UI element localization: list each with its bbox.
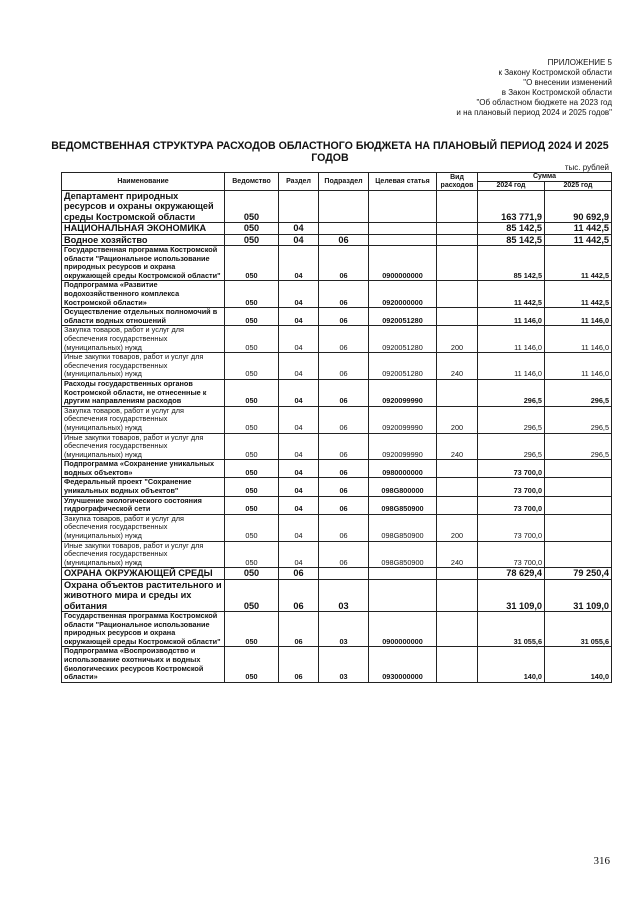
cell-podrazdel: 06 — [319, 514, 369, 541]
cell-y2025: 11 146,0 — [545, 308, 612, 326]
cell-y2024: 85 142,5 — [478, 246, 545, 281]
table-row — [62, 514, 612, 541]
cell-name: Департамент природных ресурсов и охраны окружающей среды Костромской области — [62, 191, 225, 223]
table-row — [62, 541, 612, 568]
cell-vid: 200 — [437, 514, 478, 541]
cell-y2024: 296,5 — [478, 379, 545, 406]
cell-vid — [437, 308, 478, 326]
cell-target: 0920051280 — [369, 353, 437, 380]
cell-y2025 — [545, 541, 612, 568]
cell-podrazdel: 03 — [319, 579, 369, 611]
cell-name: Иные закупки товаров, работ и услуг для обеспечения государственных (муниципальных) нужд — [62, 433, 225, 460]
cell-razdel: 04 — [279, 246, 319, 281]
unit-label: тыс. рублей — [564, 163, 609, 172]
cell-vid: 200 — [437, 326, 478, 353]
appendix-note — [372, 58, 612, 118]
cell-razdel: 06 — [279, 579, 319, 611]
cell-vid — [437, 647, 478, 682]
cell-dept: 050 — [225, 496, 279, 514]
cell-podrazdel: 06 — [319, 541, 369, 568]
cell-target — [369, 568, 437, 579]
cell-vid — [437, 191, 478, 223]
cell-name: Подпрограмма «Воспроизводство и использование охотничьих и водных биологических ресурсов Костромской области» — [62, 647, 225, 682]
appendix-line: в Закон Костромской области — [501, 88, 612, 97]
cell-vid — [437, 223, 478, 234]
table-row — [62, 568, 612, 579]
cell-vid — [437, 246, 478, 281]
cell-podrazdel: 06 — [319, 234, 369, 245]
cell-target: 098G850900 — [369, 514, 437, 541]
cell-razdel: 04 — [279, 433, 319, 460]
cell-name: Подпрограмма «Развитие водохозяйственного комплекса Костромской области» — [62, 281, 225, 308]
cell-target: 098G850900 — [369, 496, 437, 514]
cell-y2025 — [545, 478, 612, 496]
cell-target: 0920000000 — [369, 281, 437, 308]
cell-podrazdel: 06 — [319, 379, 369, 406]
cell-vid — [437, 496, 478, 514]
cell-vid — [437, 379, 478, 406]
cell-razdel: 04 — [279, 514, 319, 541]
cell-razdel — [279, 191, 319, 223]
cell-vid — [437, 612, 478, 647]
table-row — [62, 460, 612, 478]
cell-podrazdel: 06 — [319, 281, 369, 308]
cell-podrazdel — [319, 191, 369, 223]
cell-podrazdel: 06 — [319, 246, 369, 281]
cell-y2025: 11 442,5 — [545, 223, 612, 234]
cell-y2025: 31 055,6 — [545, 612, 612, 647]
cell-y2024: 11 442,5 — [478, 281, 545, 308]
cell-razdel: 04 — [279, 326, 319, 353]
table-row — [62, 326, 612, 353]
cell-y2024: 73 700,0 — [478, 514, 545, 541]
cell-razdel: 04 — [279, 496, 319, 514]
cell-y2024: 11 146,0 — [478, 326, 545, 353]
cell-name: Иные закупки товаров, работ и услуг для обеспечения государственных (муниципальных) нужд — [62, 541, 225, 568]
cell-razdel: 06 — [279, 647, 319, 682]
cell-vid: 240 — [437, 353, 478, 380]
cell-target — [369, 191, 437, 223]
cell-name: ОХРАНА ОКРУЖАЮЩЕЙ СРЕДЫ — [62, 568, 225, 579]
table-row — [62, 406, 612, 433]
cell-razdel: 04 — [279, 223, 319, 234]
table-row — [62, 379, 612, 406]
table-row — [62, 647, 612, 682]
cell-dept: 050 — [225, 234, 279, 245]
header-dept: Ведомство — [225, 173, 279, 191]
table-row — [62, 191, 612, 223]
header-name: Наименование — [62, 173, 225, 191]
cell-podrazdel: 06 — [319, 308, 369, 326]
cell-target: 0930000000 — [369, 647, 437, 682]
cell-podrazdel: 06 — [319, 496, 369, 514]
cell-y2025: 11 442,5 — [545, 281, 612, 308]
table-row — [62, 579, 612, 611]
cell-y2024: 78 629,4 — [478, 568, 545, 579]
cell-name: Осуществление отдельных полномочий в области водных отношений — [62, 308, 225, 326]
cell-razdel: 06 — [279, 568, 319, 579]
cell-vid — [437, 234, 478, 245]
cell-y2024: 73 700,0 — [478, 541, 545, 568]
cell-dept: 050 — [225, 541, 279, 568]
table-row — [62, 612, 612, 647]
cell-y2024: 85 142,5 — [478, 234, 545, 245]
cell-podrazdel: 06 — [319, 326, 369, 353]
cell-razdel: 04 — [279, 234, 319, 245]
table-row — [62, 478, 612, 496]
cell-y2025: 90 692,9 — [545, 191, 612, 223]
cell-y2025 — [545, 496, 612, 514]
cell-podrazdel — [319, 568, 369, 579]
cell-target: 0980000000 — [369, 460, 437, 478]
cell-y2025: 11 146,0 — [545, 326, 612, 353]
cell-y2024: 140,0 — [478, 647, 545, 682]
cell-target: 0900000000 — [369, 246, 437, 281]
cell-razdel: 04 — [279, 406, 319, 433]
cell-name: Водное хозяйство — [62, 234, 225, 245]
cell-razdel: 04 — [279, 460, 319, 478]
cell-vid: 240 — [437, 541, 478, 568]
cell-y2024: 73 700,0 — [478, 496, 545, 514]
cell-podrazdel: 06 — [319, 478, 369, 496]
cell-dept: 050 — [225, 246, 279, 281]
cell-y2024: 296,5 — [478, 433, 545, 460]
appendix-line: ПРИЛОЖЕНИЕ 5 — [547, 58, 612, 67]
cell-name: Иные закупки товаров, работ и услуг для обеспечения государственных (муниципальных) нужд — [62, 353, 225, 380]
cell-podrazdel: 06 — [319, 433, 369, 460]
cell-target — [369, 579, 437, 611]
cell-name: Охрана объектов растительного и животного мира и среды их обитания — [62, 579, 225, 611]
cell-name: Государственная программа Костромской области "Рациональное использование природных ресурсов и охрана окружающей среды Костромской области" — [62, 612, 225, 647]
cell-razdel: 04 — [279, 478, 319, 496]
table-row — [62, 433, 612, 460]
cell-podrazdel: 03 — [319, 647, 369, 682]
cell-razdel: 06 — [279, 612, 319, 647]
cell-dept: 050 — [225, 433, 279, 460]
cell-razdel: 04 — [279, 541, 319, 568]
cell-dept: 050 — [225, 514, 279, 541]
page-number: 316 — [593, 855, 610, 867]
cell-name: Закупка товаров, работ и услуг для обеспечения государственных (муниципальных) нужд — [62, 326, 225, 353]
appendix-line: "Об областном бюджете на 2023 год — [476, 98, 612, 107]
cell-y2024: 11 146,0 — [478, 308, 545, 326]
cell-razdel: 04 — [279, 353, 319, 380]
cell-target: 098G800000 — [369, 478, 437, 496]
table-row — [62, 353, 612, 380]
cell-y2025: 296,5 — [545, 379, 612, 406]
header-2024: 2024 год — [478, 182, 545, 191]
table-row — [62, 281, 612, 308]
appendix-line: "О внесении изменений — [523, 78, 612, 87]
cell-dept: 050 — [225, 478, 279, 496]
cell-y2024: 73 700,0 — [478, 478, 545, 496]
cell-y2025: 11 146,0 — [545, 353, 612, 380]
cell-dept: 050 — [225, 326, 279, 353]
cell-dept: 050 — [225, 579, 279, 611]
cell-dept: 050 — [225, 612, 279, 647]
header-razdel: Раздел — [279, 173, 319, 191]
cell-dept: 050 — [225, 308, 279, 326]
cell-vid — [437, 579, 478, 611]
cell-name: Федеральный проект "Сохранение уникальных водных объектов" — [62, 478, 225, 496]
cell-target — [369, 234, 437, 245]
cell-dept: 050 — [225, 223, 279, 234]
cell-vid — [437, 568, 478, 579]
cell-y2024: 31 109,0 — [478, 579, 545, 611]
cell-target: 0920051280 — [369, 308, 437, 326]
cell-y2025 — [545, 460, 612, 478]
cell-target: 0920051280 — [369, 326, 437, 353]
cell-dept: 050 — [225, 281, 279, 308]
table-body — [62, 191, 612, 683]
cell-y2024: 73 700,0 — [478, 460, 545, 478]
budget-table — [61, 172, 612, 683]
cell-target: 0920099990 — [369, 379, 437, 406]
cell-razdel: 04 — [279, 308, 319, 326]
document-title: ВЕДОМСТВЕННАЯ СТРУКТУРА РАСХОДОВ ОБЛАСТНОГО БЮДЖЕТА НА ПЛАНОВЫЙ ПЕРИОД 2024 И 2025 ГОДОВ — [51, 140, 609, 164]
cell-vid: 200 — [437, 406, 478, 433]
cell-podrazdel: 06 — [319, 460, 369, 478]
cell-y2025: 31 109,0 — [545, 579, 612, 611]
cell-y2025: 296,5 — [545, 433, 612, 460]
cell-vid — [437, 478, 478, 496]
cell-y2025: 140,0 — [545, 647, 612, 682]
cell-dept: 050 — [225, 647, 279, 682]
cell-podrazdel: 06 — [319, 406, 369, 433]
cell-podrazdel: 06 — [319, 353, 369, 380]
cell-name: Закупка товаров, работ и услуг для обеспечения государственных (муниципальных) нужд — [62, 406, 225, 433]
appendix-line: и на плановый период 2024 и 2025 годов" — [456, 108, 612, 117]
cell-target: 0920099990 — [369, 433, 437, 460]
cell-y2025: 11 442,5 — [545, 234, 612, 245]
cell-vid — [437, 460, 478, 478]
cell-dept: 050 — [225, 460, 279, 478]
cell-y2024: 11 146,0 — [478, 353, 545, 380]
cell-y2024: 31 055,6 — [478, 612, 545, 647]
header-2025: 2025 год — [545, 182, 612, 191]
header-summa: Сумма — [478, 173, 612, 182]
cell-dept: 050 — [225, 406, 279, 433]
table-row — [62, 223, 612, 234]
header-vid: Вид расходов — [437, 173, 478, 191]
cell-y2025: 296,5 — [545, 406, 612, 433]
cell-y2024: 163 771,9 — [478, 191, 545, 223]
table-row — [62, 246, 612, 281]
cell-dept: 050 — [225, 191, 279, 223]
cell-podrazdel: 03 — [319, 612, 369, 647]
header-podrazdel: Подраздел — [319, 173, 369, 191]
cell-name: Государственная программа Костромской области "Рациональное использование природных ресурсов и охрана окружающей среды Костромской области" — [62, 246, 225, 281]
cell-razdel: 04 — [279, 281, 319, 308]
cell-y2025: 11 442,5 — [545, 246, 612, 281]
cell-vid — [437, 281, 478, 308]
cell-y2024: 85 142,5 — [478, 223, 545, 234]
cell-name: Закупка товаров, работ и услуг для обеспечения государственных (муниципальных) нужд — [62, 514, 225, 541]
cell-dept: 050 — [225, 353, 279, 380]
cell-y2024: 296,5 — [478, 406, 545, 433]
cell-target — [369, 223, 437, 234]
cell-vid: 240 — [437, 433, 478, 460]
cell-y2025: 79 250,4 — [545, 568, 612, 579]
cell-name: НАЦИОНАЛЬНАЯ ЭКОНОМИКА — [62, 223, 225, 234]
cell-name: Расходы государственных органов Костромской области, не отнесенные к другим направлениям расходов — [62, 379, 225, 406]
cell-dept: 050 — [225, 379, 279, 406]
cell-name: Улучшение экологического состояния гидрографической сети — [62, 496, 225, 514]
appendix-line: к Закону Костромской области — [498, 68, 612, 77]
cell-target: 0920099990 — [369, 406, 437, 433]
table-row — [62, 496, 612, 514]
table-row — [62, 308, 612, 326]
table-row — [62, 234, 612, 245]
cell-razdel: 04 — [279, 379, 319, 406]
cell-name: Подпрограмма «Сохранение уникальных водных объектов» — [62, 460, 225, 478]
cell-target: 098G850900 — [369, 541, 437, 568]
cell-target: 0900000000 — [369, 612, 437, 647]
cell-podrazdel — [319, 223, 369, 234]
header-target: Целевая статья — [369, 173, 437, 191]
cell-y2025 — [545, 514, 612, 541]
cell-dept: 050 — [225, 568, 279, 579]
